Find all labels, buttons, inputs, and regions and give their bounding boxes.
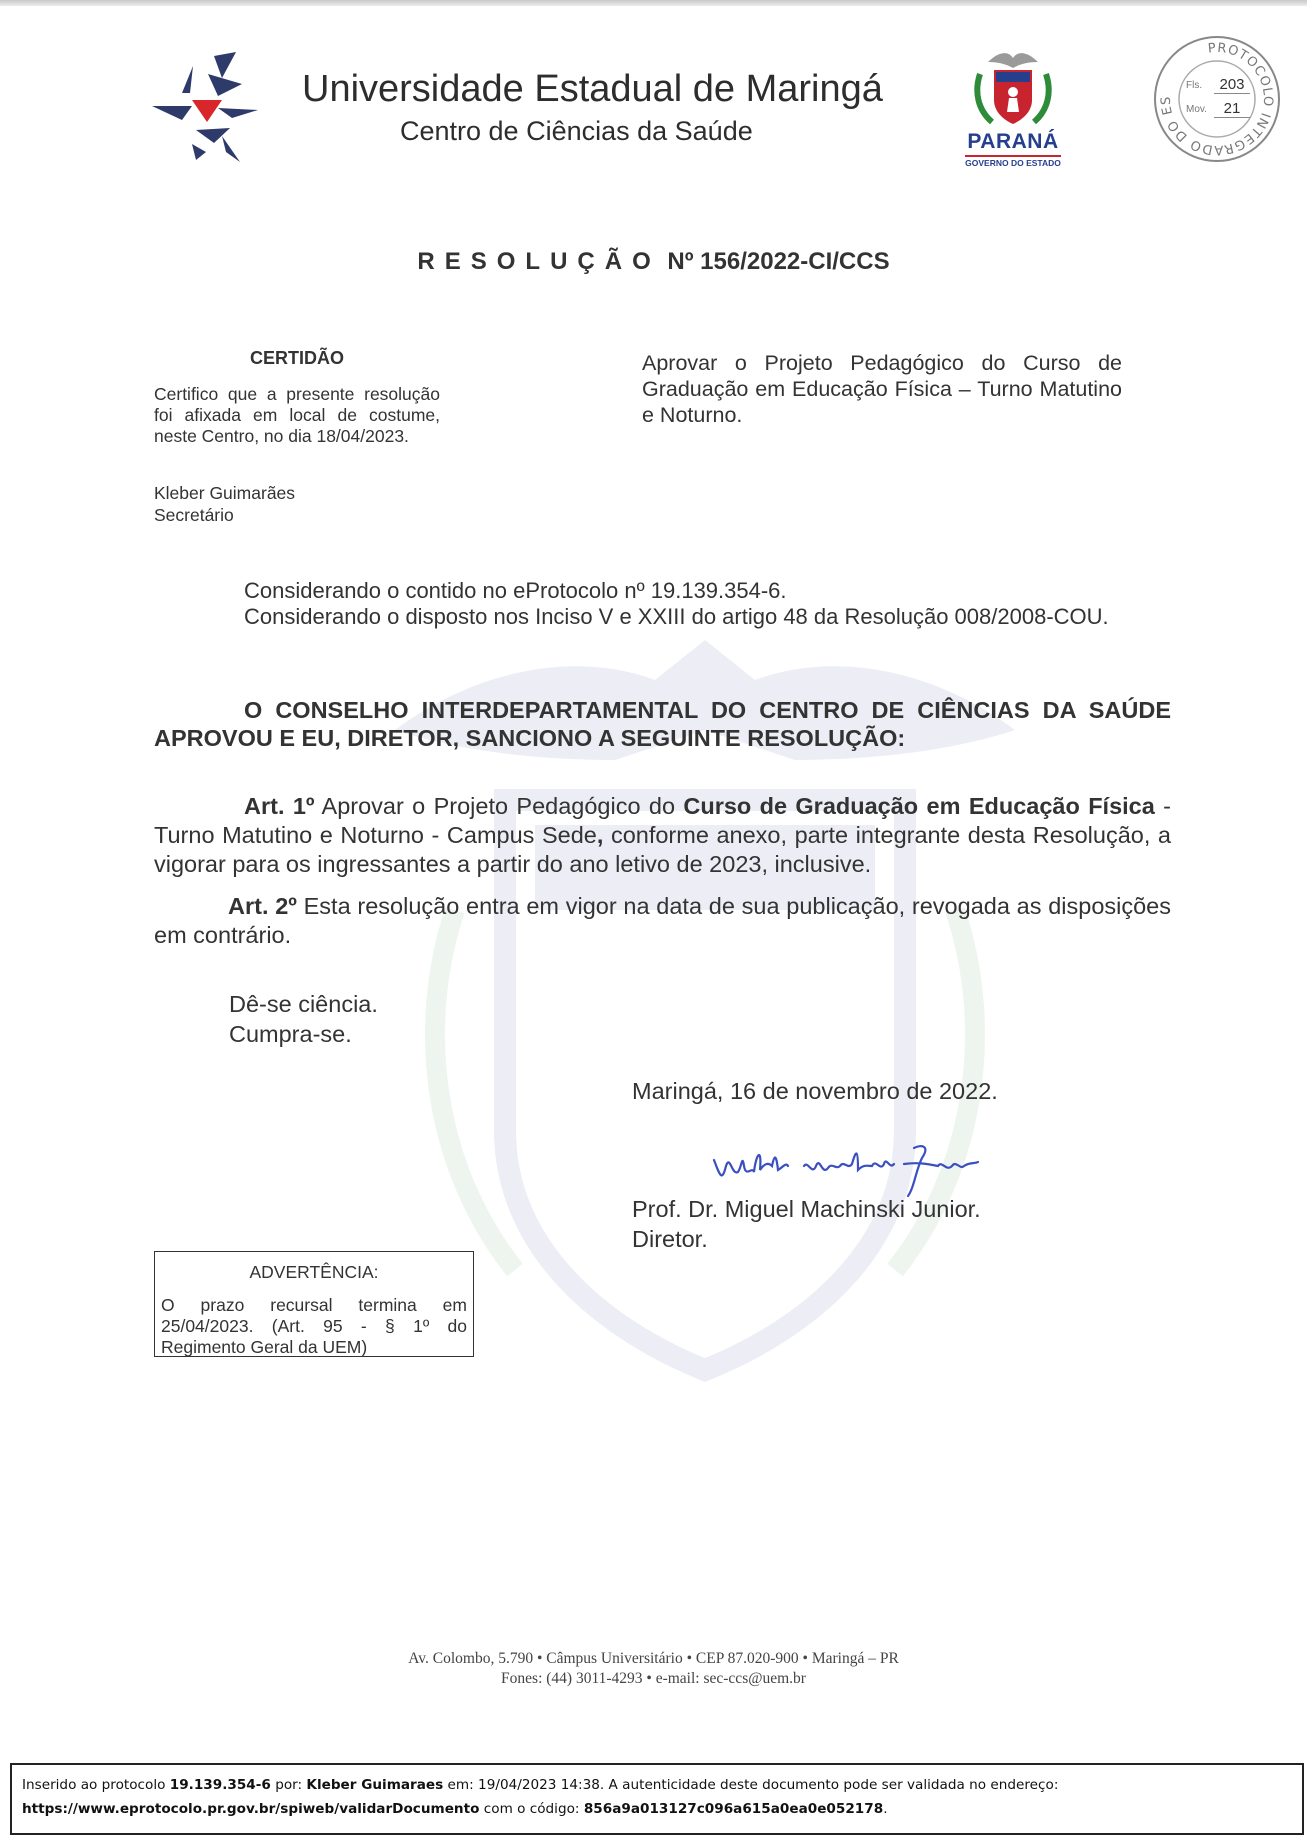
protocol-text-2: por: xyxy=(270,1777,307,1793)
handwritten-signature xyxy=(708,1136,1038,1198)
page-top-edge xyxy=(0,0,1307,6)
protocol-validation-url[interactable]: https://www.eprotocolo.pr.gov.br/spiweb/validarDocumento xyxy=(22,1801,480,1817)
article-1-text-b: - Turno Matutino e Noturno - Campus Sede xyxy=(154,793,1172,848)
certidao-body: Certifico que a presente resolução foi afixada em local de costume, neste Centro, no dia 18/04/2023. xyxy=(154,384,440,446)
considerando-1: Considerando o contido no eProtocolo nº 19.139.354-6. xyxy=(244,578,787,603)
advertencia-body xyxy=(161,1295,467,1358)
protocol-stamp xyxy=(1152,34,1282,164)
certidao-signer-name: Kleber Guimarães xyxy=(154,483,296,503)
place-and-date: Maringá, 16 de novembro de 2022. xyxy=(632,1078,998,1104)
signer-role: Diretor. xyxy=(632,1226,708,1252)
article-2 xyxy=(154,892,1171,950)
parana-coat-of-arms-icon xyxy=(958,48,1068,128)
parana-logo xyxy=(958,48,1068,170)
parana-government-label: GOVERNO DO ESTADO xyxy=(965,158,1061,168)
article-1-label: Art. 1º xyxy=(244,793,315,819)
protocol-text-4: com o código: xyxy=(479,1801,584,1817)
stamp-mov-label: Mov. xyxy=(1186,104,1207,115)
article-1-text-a: Aprovar o Projeto Pedagógico do xyxy=(314,793,684,819)
university-name: Universidade Estadual de Maringá xyxy=(302,68,883,110)
resolution-title xyxy=(0,248,1307,276)
resolution-number: Nº 156/2022-CI/CCS xyxy=(667,248,890,275)
signer-name: Prof. Dr. Miguel Machinski Junior. xyxy=(632,1196,981,1222)
article-1-comma: , xyxy=(596,822,604,848)
protocol-text-1: Inserido ao protocolo xyxy=(22,1777,170,1793)
protocol-text-3: em: 19/04/2023 14:38. A autenticidade deste documento pode ser validada no endereço: xyxy=(443,1777,1059,1793)
stamp-fls-label: Fls. xyxy=(1186,80,1203,91)
uem-logo xyxy=(152,48,264,166)
protocol-number: 19.139.354-6 xyxy=(169,1777,271,1793)
advertencia-line-3: Regimento Geral da UEM) xyxy=(161,1337,368,1357)
protocol-line-1 xyxy=(22,1777,1058,1793)
resolution-prefix: RESOLUÇÃO xyxy=(417,248,661,275)
protocol-validation-code: 856a9a013127c096a615a0ea0e052178 xyxy=(583,1801,884,1817)
advertencia-line-1: O prazo recursal termina em xyxy=(161,1295,467,1315)
article-1-text-c: conforme anexo, parte integrante desta Resolução, a vigorar para os ingressantes a partir do ano letivo de 2023, inclusive. xyxy=(154,822,1171,877)
center-name: Centro de Ciências da Saúde xyxy=(400,116,753,146)
parana-wordmark: PARANÁ xyxy=(967,130,1059,153)
article-1 xyxy=(154,792,1171,879)
article-1-course: Curso de Graduação em Educação Física xyxy=(683,793,1155,819)
certidao-heading: CERTIDÃO xyxy=(250,348,344,368)
article-2-label: Art. 2º xyxy=(228,893,297,919)
closing-line-2: Cumpra-se. xyxy=(229,1021,352,1047)
protocol-line-2 xyxy=(22,1801,888,1817)
protocol-validation-box xyxy=(10,1763,1304,1835)
closing-line-1: Dê-se ciência. xyxy=(229,991,378,1017)
stamp-fls-value: 203 xyxy=(1214,76,1250,94)
stamp-mov-value: 21 xyxy=(1214,100,1250,118)
parana-underline xyxy=(965,155,1061,157)
council-statement: O CONSELHO INTERDEPARTAMENTAL DO CENTRO DE CIÊNCIAS DA SAÚDE APROVOU E EU, DIRETOR, SANCIONO A SEGUINTE RESOLUÇÃO: xyxy=(154,697,1171,751)
footer-contact: Fones: (44) 3011-4293 • e-mail: sec-ccs@uem.br xyxy=(501,1670,806,1687)
certidao-signer-role: Secretário xyxy=(154,505,234,525)
article-2-text: Esta resolução entra em vigor na data de sua publicação, revogada as disposições em contrário. xyxy=(154,893,1171,948)
advertencia-title: ADVERTÊNCIA: xyxy=(249,1262,379,1282)
protocol-inserted-by: Kleber Guimaraes xyxy=(306,1777,444,1793)
advertencia-box xyxy=(154,1251,474,1357)
stamp-ring-icon xyxy=(1152,34,1282,164)
advertencia-line-2: 25/04/2023. (Art. 95 - § 1º do xyxy=(161,1316,467,1336)
resolution-ementa: Aprovar o Projeto Pedagógico do Curso de Graduação em Educação Física – Turno Matutino e Noturno. xyxy=(642,351,1122,427)
considerando-2: Considerando o disposto nos Inciso V e XXIII do artigo 48 da Resolução 008/2008-COU. xyxy=(244,604,1109,629)
svg-text:PROTOCOLO INTEGRADO DO ESTADO: PROTOCOLO INTEGRADO DO ES xyxy=(1158,40,1276,158)
protocol-text-5: . xyxy=(883,1801,888,1817)
footer-address: Av. Colombo, 5.790 • Câmpus Universitário • CEP 87.020-900 • Maringá – PR xyxy=(408,1650,899,1667)
